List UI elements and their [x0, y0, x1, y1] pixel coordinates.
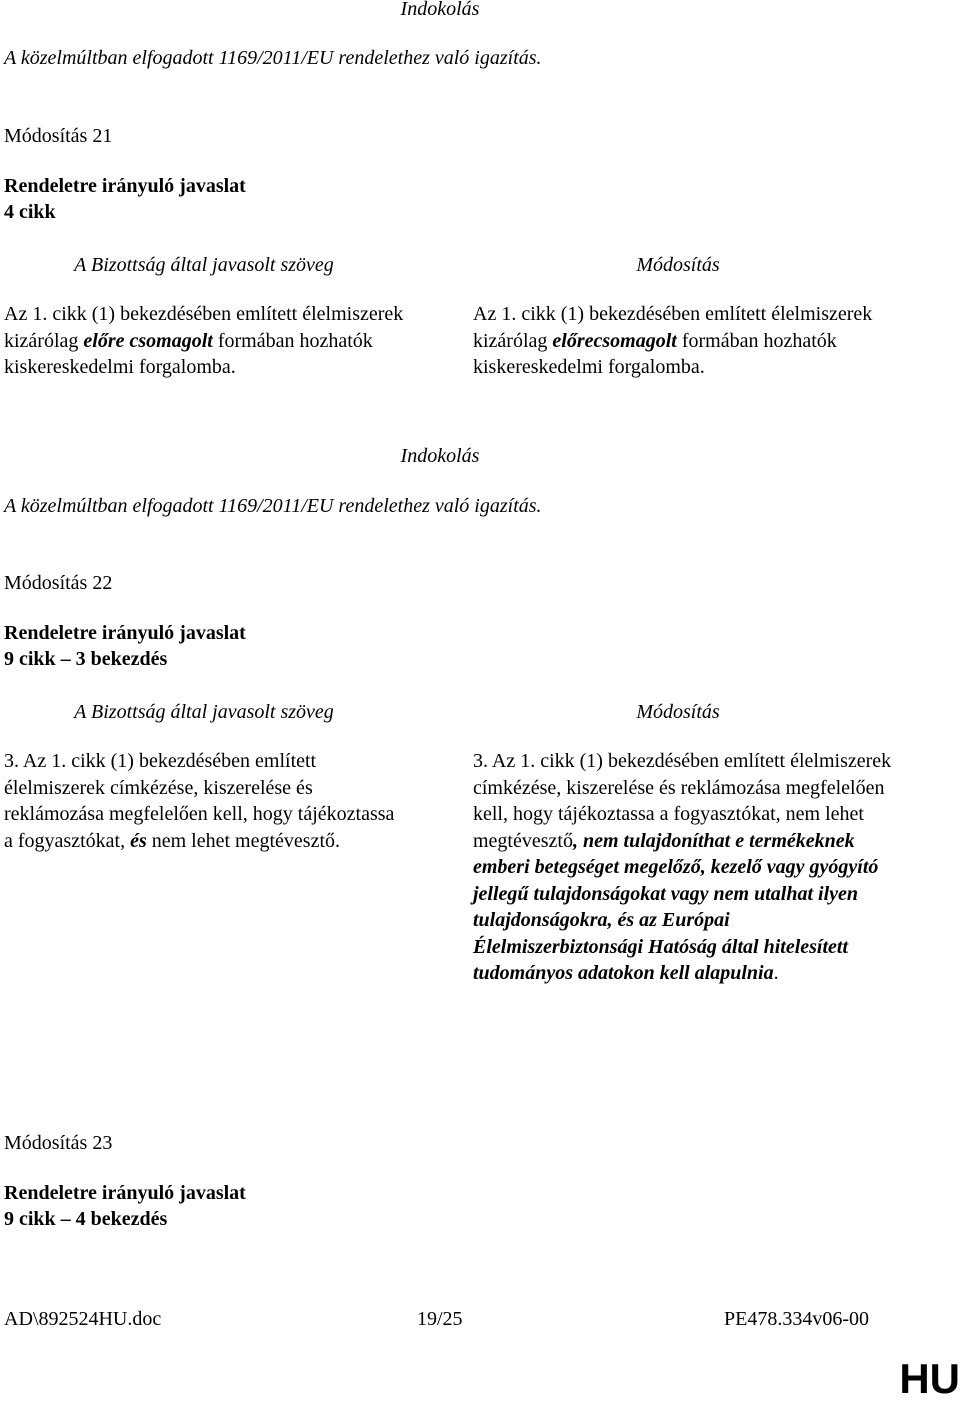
amendment-21-ref-line1: Rendeletre irányuló javaslat	[4, 175, 246, 197]
highlighted-text: , nem tulajdoníthat e termékeknek emberi betegséget megelőző, kezelő vagy gyógyító jellegű tulajdonságokat vagy nem utalhat ilyen tulajdonságokra, és az Európai Élelmiszerbiztonsági Hatóság által hitelesített tudományos adatokon kell alapulnia	[473, 829, 879, 984]
highlighted-text: előre csomagolt	[83, 329, 213, 352]
amendment-21-justification-text: A közelmúltban elfogadott 1169/2011/EU rendelethez való igazítás.	[4, 495, 542, 517]
text-part: nem lehet megtévesztő.	[146, 829, 341, 852]
amendment-23-ref-line1: Rendeletre irányuló javaslat	[4, 1182, 246, 1204]
highlighted-text: és	[130, 829, 147, 852]
footer-doc-ref: AD\892524HU.doc	[4, 1308, 162, 1330]
justification-heading-top: Indokolás	[400, 0, 480, 20]
amendment-21-left-heading: A Bizottság által javasolt szöveg	[74, 254, 334, 276]
text-part: formában hozhatók kiskereskedelmi forgalomba.	[4, 329, 373, 378]
language-code-mark: HU	[899, 1355, 960, 1402]
text-part: 3. Az 1. cikk (1) bekezdésében említett élelmiszerek címkézése, kiszerelése és reklámozása megfelelően kell, hogy tájékoztassa a fogyasztókat,	[4, 750, 395, 852]
amendment-21-right-text	[473, 301, 893, 381]
text-part: formában hozhatók kiskereskedelmi forgalomba.	[473, 329, 837, 378]
amendment-21-left-text	[4, 301, 404, 381]
footer-pe-ref: PE478.334v06-00	[724, 1308, 869, 1330]
text-part: Az 1. cikk (1) bekezdésében említett élelmiszerek kizárólag	[4, 303, 404, 352]
amendment-22-right-text	[473, 748, 893, 987]
amendment-23-title: Módosítás 23	[4, 1132, 113, 1154]
amendment-22-left-text	[4, 748, 404, 854]
text-part: 3. Az 1. cikk (1) bekezdésében említett élelmiszerek címkézése, kiszerelése és reklámozása megfelelően kell, hogy tájékoztassa a fogyasztókat, nem lehet megtévesztő	[473, 750, 892, 852]
amendment-21-title: Módosítás 21	[4, 125, 113, 147]
amendment-22-title: Módosítás 22	[4, 572, 113, 594]
text-part: Az 1. cikk (1) bekezdésében említett élelmiszerek kizárólag	[473, 303, 873, 352]
highlighted-text: előrecsomagolt	[552, 329, 677, 352]
justification-text-top: A közelmúltban elfogadott 1169/2011/EU rendelethez való igazítás.	[4, 47, 542, 69]
amendment-22-right-heading: Módosítás	[636, 701, 720, 723]
amendment-22-ref-line2: 9 cikk – 3 bekezdés	[4, 648, 168, 670]
footer-page-number: 19/25	[417, 1308, 463, 1330]
amendment-22-ref-line1: Rendeletre irányuló javaslat	[4, 622, 246, 644]
amendment-21-ref-line2: 4 cikk	[4, 201, 56, 223]
text-part: .	[773, 962, 779, 984]
amendment-21-right-heading: Módosítás	[636, 254, 720, 276]
amendment-23-ref-line2: 9 cikk – 4 bekezdés	[4, 1208, 168, 1230]
amendment-21-justification-heading: Indokolás	[400, 445, 480, 467]
amendment-22-left-heading: A Bizottság által javasolt szöveg	[74, 701, 334, 723]
